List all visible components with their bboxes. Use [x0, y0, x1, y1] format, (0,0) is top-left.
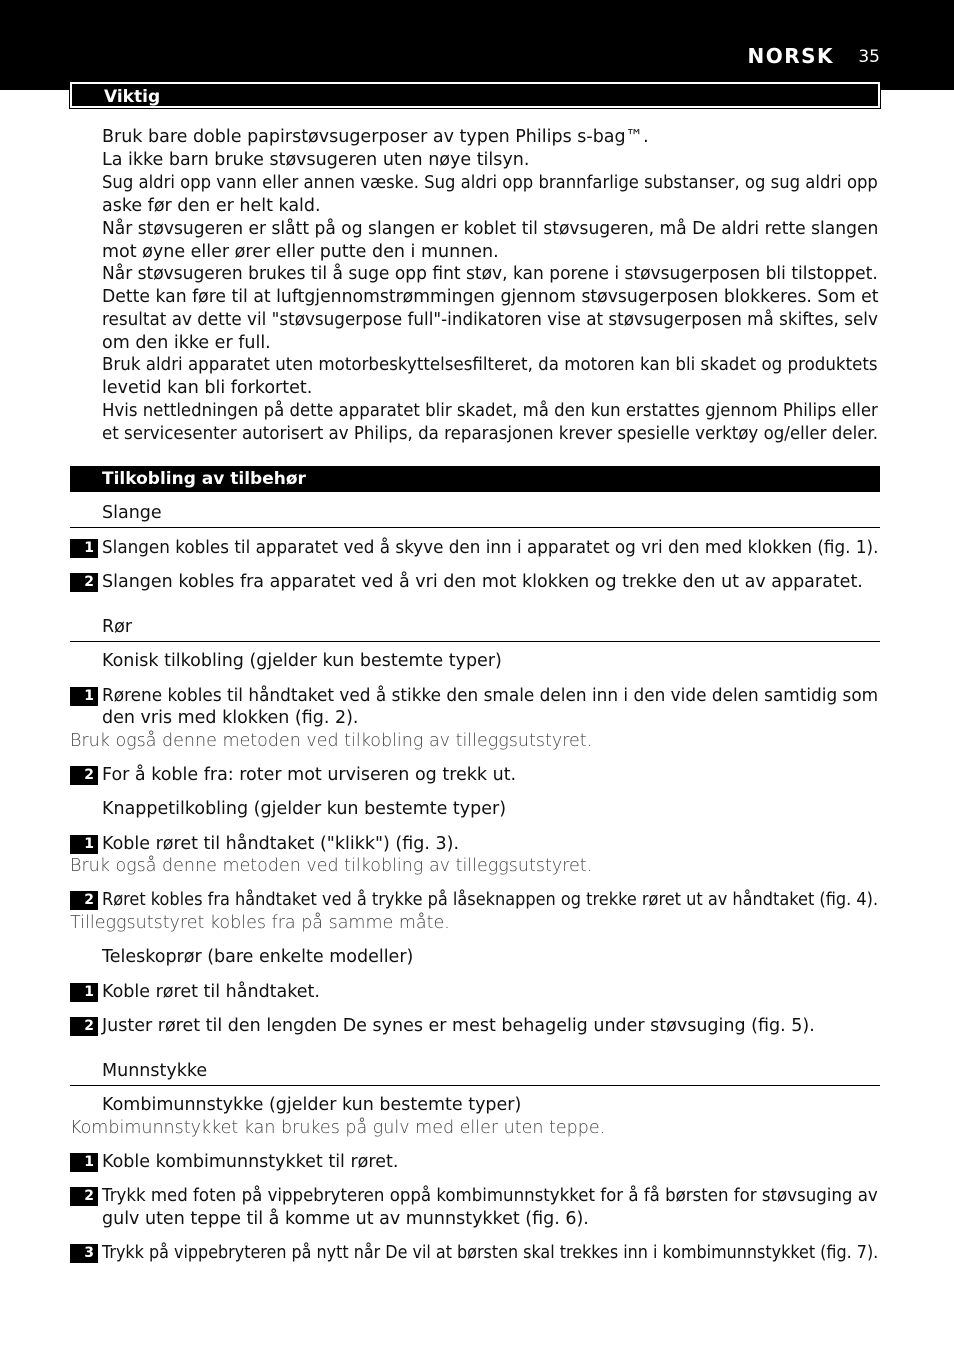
step-number: 1 — [70, 835, 98, 854]
step-number: 2 — [70, 766, 98, 785]
step-text: Slangen kobles fra apparatet ved å vri den mot klokken og trekke den ut av apparatet. — [102, 572, 863, 592]
subheading-tube: Rør — [102, 617, 133, 637]
section-title-important: Viktig — [70, 82, 880, 108]
important-line: et servicesenter autorisert av Philips, da reparasjonen krever spesielle verktøy og/eller deler. — [102, 424, 879, 444]
note-text: Bruk også denne metoden ved tilkobling av tilleggsutstyret. — [70, 731, 593, 751]
step-text: gulv uten teppe til å komme ut av munnstykket (fig. 6). — [102, 1209, 589, 1229]
important-line: Hvis nettledningen på dette apparatet blir skadet, må den kun erstattes gjennom Philips eller — [102, 401, 878, 421]
step-text: For å koble fra: roter mot urviseren og trekk ut. — [102, 765, 517, 785]
important-line: Bruk aldri apparatet uten motorbeskyttelsesfilteret, da motoren kan bli skadet og produktets — [102, 355, 878, 375]
important-line: om den ikke er full. — [102, 333, 271, 353]
divider — [70, 527, 880, 528]
step-text: Trykk på vippebryteren på nytt når De vil at børsten skal trekkes inn i kombimunnstykket (fig. 7). — [102, 1243, 879, 1263]
step-number: 2 — [70, 1187, 98, 1206]
important-line: Dette kan føre til at luftgjennomstrømmingen gjennom støvsugerposen blokkeres. Som et — [102, 287, 879, 307]
subheading-telescopic: Teleskoprør (bare enkelte modeller) — [102, 947, 414, 967]
language-label: NORSK — [747, 44, 834, 68]
step-text: Røret kobles fra håndtaket ved å trykke på låseknappen og trekke røret ut av håndtaket (fig. 4). — [102, 890, 879, 910]
step-text: Koble kombimunnstykket til røret. — [102, 1152, 399, 1172]
note-text: Tilleggsutstyret kobles fra på samme måte. — [70, 913, 450, 933]
important-line: La ikke barn bruke støvsugeren uten nøye tilsyn. — [102, 150, 530, 170]
note-text: Kombimunnstykket kan brukes på gulv med eller uten teppe. — [70, 1118, 606, 1138]
step-number: 1 — [70, 687, 98, 706]
important-line: Bruk bare doble papirstøvsugerposer av typen Philips s-bag™. — [102, 127, 649, 147]
step-number: 2 — [70, 1017, 98, 1036]
important-line: mot øyne eller ører eller putte den i munnen. — [102, 242, 499, 262]
subheading-hose: Slange — [102, 503, 162, 523]
subheading-combi: Kombimunnstykke (gjelder kun bestemte typer) — [102, 1095, 522, 1115]
step-text: Trykk med foten på vippebryteren oppå kombimunnstykket for å få børsten for støvsuging av — [102, 1186, 878, 1206]
step-number: 1 — [70, 983, 98, 1002]
step-number: 2 — [70, 891, 98, 910]
step-number: 3 — [70, 1244, 98, 1263]
important-line: Når støvsugeren brukes til å suge opp fint støv, kan porene i støvsugerposen bli tilstoppet. — [102, 264, 878, 284]
divider — [70, 1085, 880, 1086]
note-text: Bruk også denne metoden ved tilkobling av tilleggsutstyret. — [70, 856, 593, 876]
page-number: 35 — [858, 47, 880, 67]
step-number: 2 — [70, 573, 98, 592]
important-line: Når støvsugeren er slått på og slangen er koblet til støvsugeren, må De aldri rette slangen — [102, 219, 879, 239]
divider — [70, 641, 880, 642]
step-text: Juster røret til den lengden De synes er mest behagelig under støvsuging (fig. 5). — [102, 1016, 815, 1036]
step-text: Slangen kobles til apparatet ved å skyve den inn i apparatet og vri den med klokken (fig. 1). — [102, 538, 879, 558]
step-number: 1 — [70, 1153, 98, 1172]
important-line: aske før den er helt kald. — [102, 196, 321, 216]
subheading-button: Knappetilkobling (gjelder kun bestemte typer) — [102, 799, 507, 819]
step-text: Koble røret til håndtaket ("klikk") (fig. 3). — [102, 834, 460, 854]
step-number: 1 — [70, 539, 98, 558]
subheading-nozzle: Munnstykke — [102, 1061, 208, 1081]
important-line: resultat av dette vil "støvsugerpose full"-indikatoren vise at støvsugerposen må skiftes, selv — [102, 310, 878, 330]
step-text: Koble røret til håndtaket. — [102, 982, 320, 1002]
step-text: Rørene kobles til håndtaket ved å stikke den smale delen inn i den vide delen samtidig som — [102, 686, 879, 706]
important-line: levetid kan bli forkortet. — [102, 378, 313, 398]
subheading-conical: Konisk tilkobling (gjelder kun bestemte typer) — [102, 651, 502, 671]
section-title-accessories: Tilkobling av tilbehør — [70, 466, 880, 492]
important-line: Sug aldri opp vann eller annen væske. Sug aldri opp brannfarlige substanser, og sug aldri opp — [102, 173, 878, 193]
step-text: den vris med klokken (fig. 2). — [102, 708, 359, 728]
